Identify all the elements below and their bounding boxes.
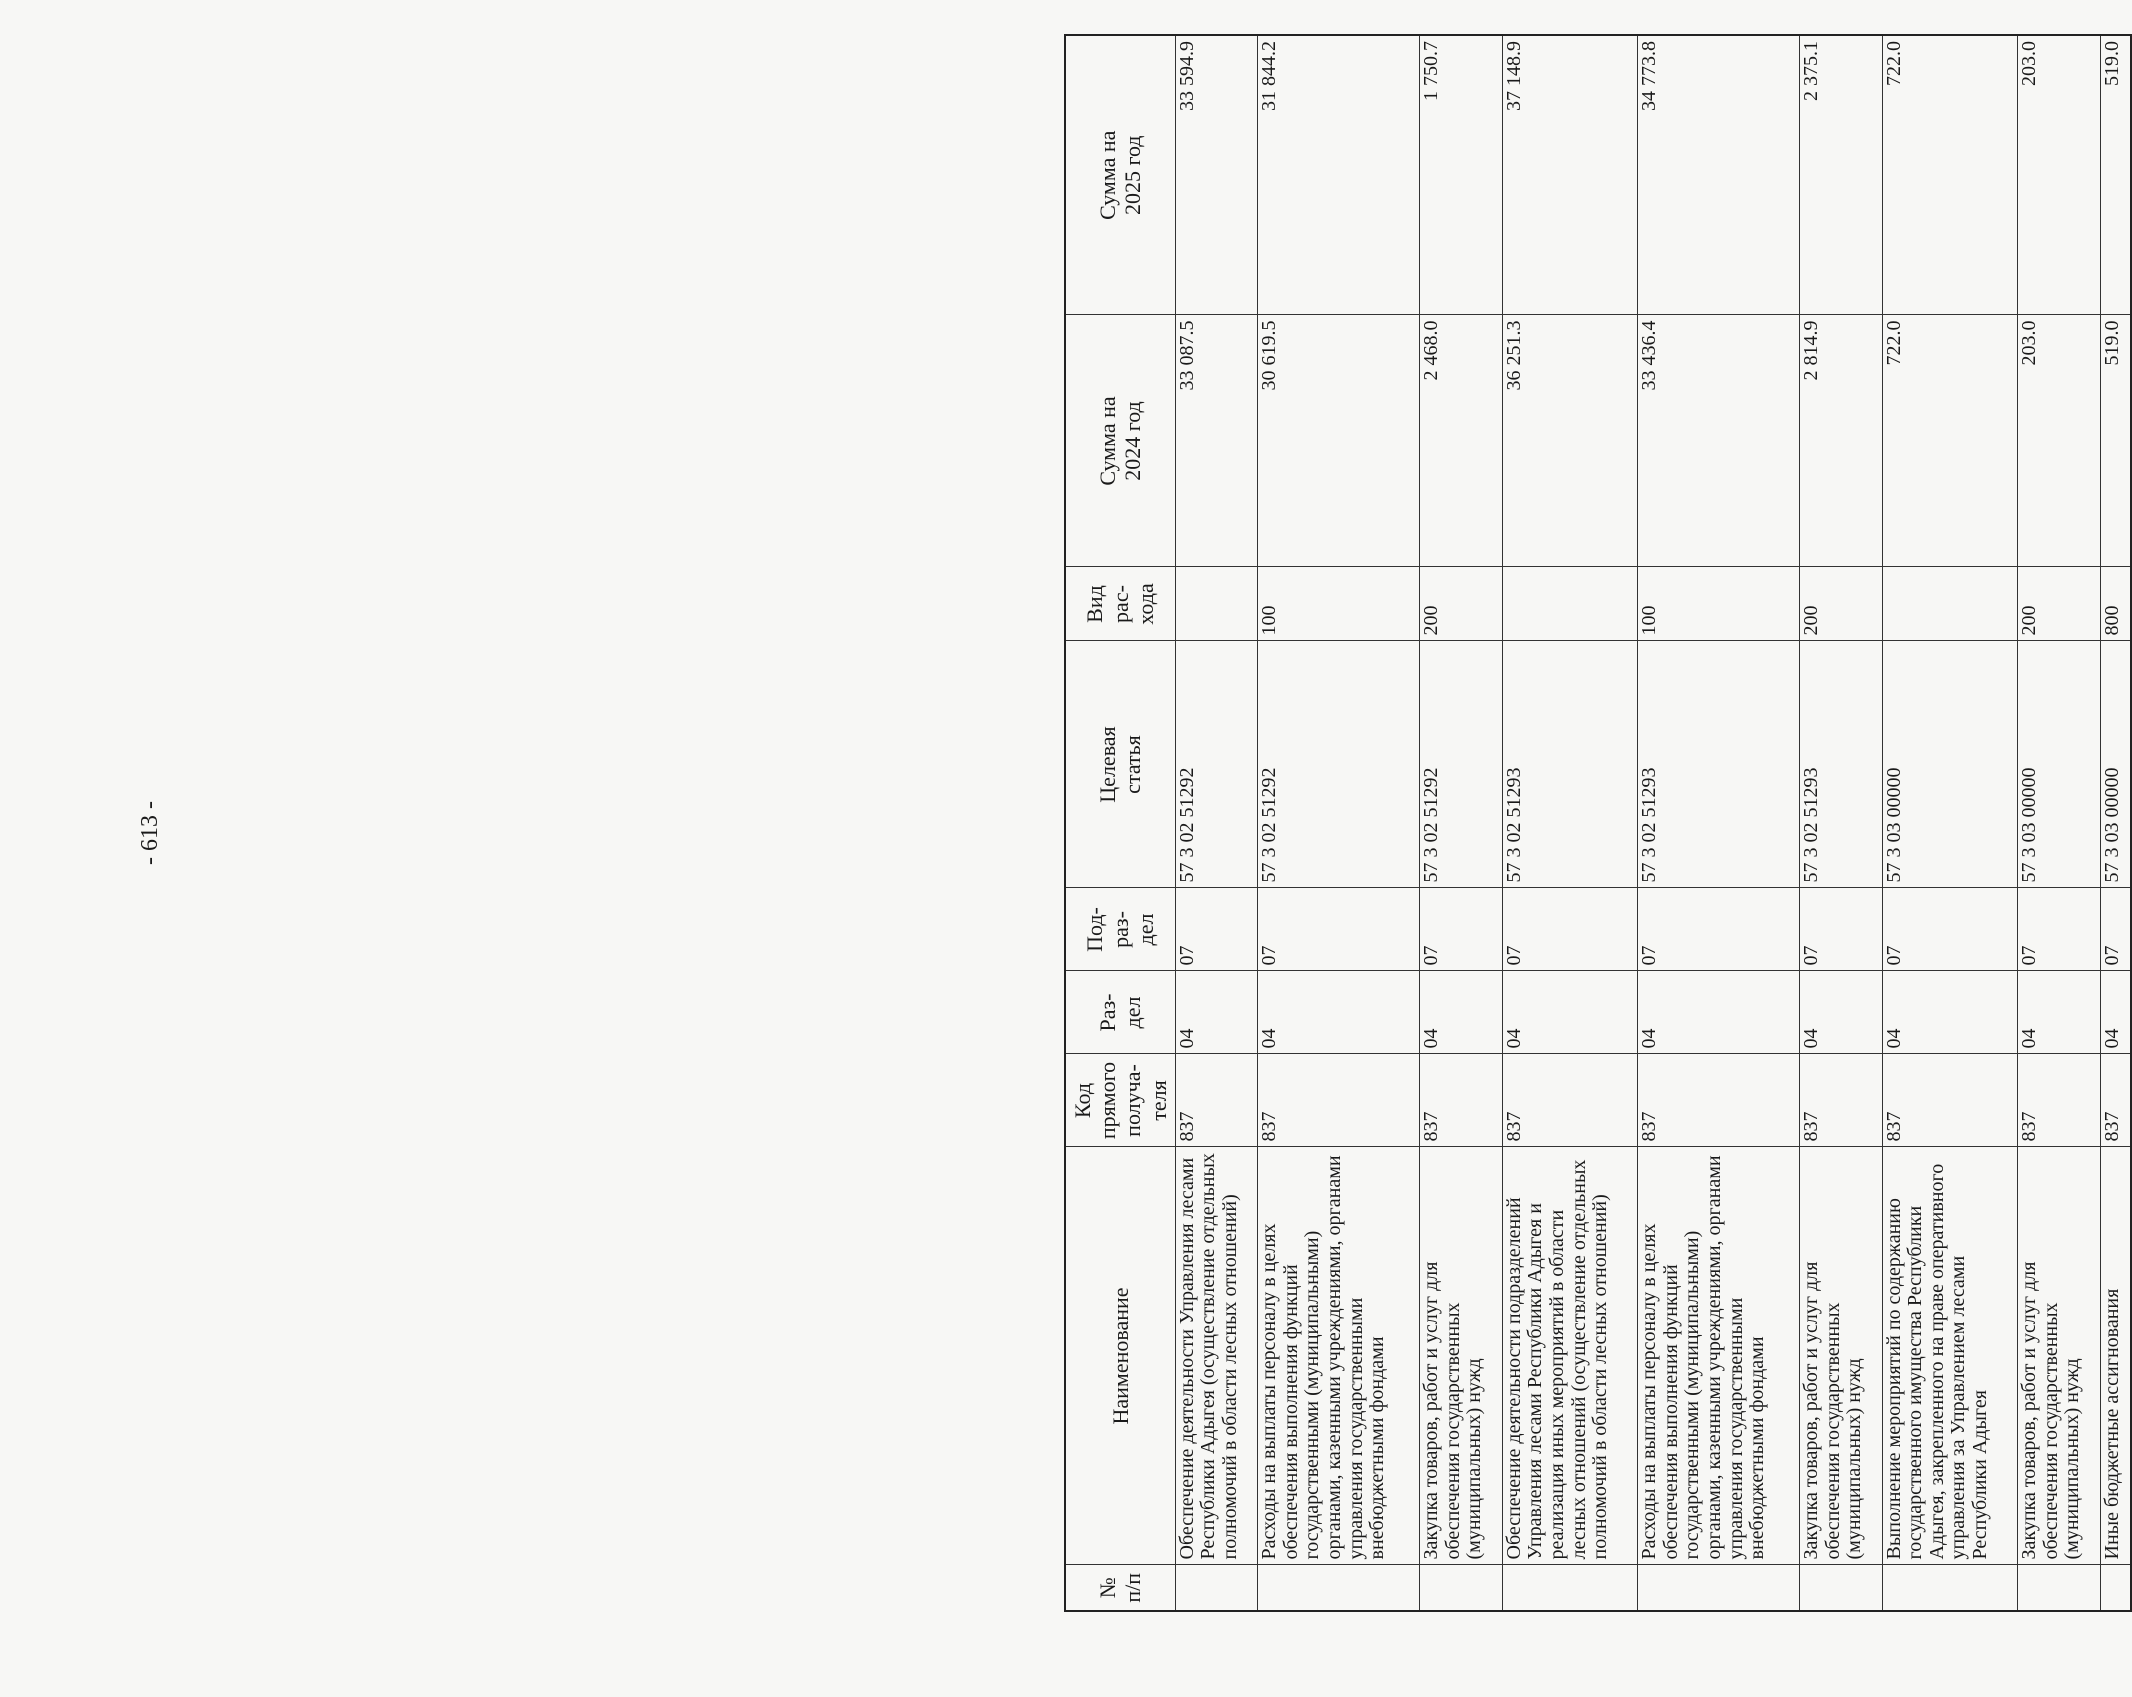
cell-sum2025: 2 375.1: [1799, 35, 1882, 315]
table-row: [1502, 35, 1637, 1611]
column-header-target: [1065, 641, 1175, 888]
column-header-line: №: [1094, 1577, 1120, 1599]
column-header-no: [1065, 1565, 1175, 1611]
cell-sum2025: 34 773.8: [1638, 35, 1800, 315]
column-header-name: [1065, 1147, 1175, 1565]
column-header-line: прямого: [1094, 1061, 1120, 1140]
cell-section: 04: [1420, 971, 1503, 1054]
table-body: [1175, 35, 2131, 1611]
cell-sum2024: 30 619.5: [1258, 315, 1420, 567]
cell-recipient: 837: [1638, 1054, 1800, 1147]
cell-no: [1258, 1565, 1420, 1611]
cell-no: [1638, 1565, 1800, 1611]
cell-section: 04: [2100, 971, 2131, 1054]
cell-sum2025: 31 844.2: [1258, 35, 1420, 315]
cell-sum2025: 722.0: [1882, 35, 2017, 315]
cell-section: 04: [2018, 971, 2101, 1054]
cell-expense: 100: [1638, 567, 1800, 641]
cell-recipient: 837: [1258, 1054, 1420, 1147]
table-row: [2018, 35, 2101, 1611]
cell-subsection: 07: [1882, 888, 2017, 971]
cell-name: Закупка товаров, работ и услуг для обеспечения государственных (муниципальных) нужд: [1799, 1147, 1882, 1565]
page-number: - 613 -: [137, 801, 163, 865]
table-row: [1799, 35, 1882, 1611]
column-header-line: получа-: [1120, 1064, 1146, 1137]
cell-subsection: 07: [1175, 888, 1258, 971]
cell-name: Выполнение мероприятий по содержанию государственного имущества Республики Адыгея, закрепленного на праве оперативного управления за Управлением лесами Республики Адыгея: [1882, 1147, 2017, 1565]
column-header-line: Вид: [1082, 585, 1108, 623]
cell-expense: 800: [2100, 567, 2131, 641]
table-row: [1175, 35, 1258, 1611]
column-header-sum2025: [1065, 35, 1175, 315]
column-header-line: п/п: [1120, 1572, 1146, 1603]
cell-no: [1420, 1565, 1503, 1611]
cell-section: 04: [1799, 971, 1882, 1054]
cell-expense: [1502, 567, 1637, 641]
cell-recipient: 837: [1420, 1054, 1503, 1147]
cell-section: 04: [1175, 971, 1258, 1054]
cell-sum2024: 203.0: [2018, 315, 2101, 567]
cell-target: 57 3 03 00000: [2100, 641, 2131, 888]
column-header-line: дел: [1120, 996, 1146, 1029]
budget-table-sheet: [1064, 36, 2132, 1612]
column-header-line: рас-: [1107, 585, 1133, 623]
table-row: [1258, 35, 1420, 1611]
column-header-line: Сумма на: [1094, 396, 1120, 486]
column-header-line: Под-: [1082, 907, 1108, 952]
column-header-line: дел: [1132, 913, 1158, 946]
column-header-recipient: [1065, 1054, 1175, 1147]
cell-name: Расходы на выплаты персоналу в целях обеспечения выполнения функций государственными (муниципальными) органами, казенными учреждениями, органами управления государственными внебюджетными фондами: [1638, 1147, 1800, 1565]
column-header-section: [1065, 971, 1175, 1054]
cell-subsection: 07: [1799, 888, 1882, 971]
cell-expense: [1175, 567, 1258, 641]
cell-recipient: 837: [2100, 1054, 2131, 1147]
cell-sum2024: 33 087.5: [1175, 315, 1258, 567]
cell-name: Закупка товаров, работ и услуг для обеспечения государственных (муниципальных) нужд: [1420, 1147, 1503, 1565]
cell-sum2024: 2 468.0: [1420, 315, 1503, 567]
cell-section: 04: [1258, 971, 1420, 1054]
cell-name: Обеспечение деятельности подразделений Управления лесами Республики Адыгея и реализация иных мероприятий в области лесных отношений (осуществление отдельных полномочий в области лесных отношений): [1502, 1147, 1637, 1565]
column-header-sum2024: [1065, 315, 1175, 567]
column-header-line: 2025 год: [1120, 135, 1146, 216]
cell-target: 57 3 02 51293: [1638, 641, 1800, 888]
cell-target: 57 3 03 00000: [2018, 641, 2101, 888]
cell-subsection: 07: [2018, 888, 2101, 971]
column-header-line: Наименование: [1107, 1287, 1133, 1425]
cell-sum2025: 203.0: [2018, 35, 2101, 315]
cell-target: 57 3 02 51293: [1799, 641, 1882, 888]
cell-subsection: 07: [1258, 888, 1420, 971]
cell-section: 04: [1638, 971, 1800, 1054]
cell-sum2025: 519.0: [2100, 35, 2131, 315]
budget-table: [1064, 34, 2132, 1612]
cell-no: [1502, 1565, 1637, 1611]
column-header-line: Сумма на: [1094, 130, 1120, 220]
column-header-line: Код: [1069, 1082, 1095, 1119]
column-header-line: статья: [1120, 735, 1146, 794]
cell-target: 57 3 02 51293: [1502, 641, 1637, 888]
cell-sum2024: 2 814.9: [1799, 315, 1882, 567]
cell-subsection: 07: [1420, 888, 1503, 971]
cell-subsection: 07: [1502, 888, 1637, 971]
column-header-line: Целевая: [1094, 726, 1120, 803]
column-header-line: Раз-: [1094, 993, 1120, 1032]
column-header-line: хода: [1132, 583, 1158, 625]
cell-recipient: 837: [1882, 1054, 2017, 1147]
cell-sum2025: 33 594.9: [1175, 35, 1258, 315]
cell-no: [2100, 1565, 2131, 1611]
cell-target: 57 3 02 51292: [1175, 641, 1258, 888]
cell-recipient: 837: [1799, 1054, 1882, 1147]
cell-sum2025: 1 750.7: [1420, 35, 1503, 315]
cell-expense: 200: [1420, 567, 1503, 641]
column-header-line: теля: [1145, 1080, 1171, 1121]
cell-sum2024: 36 251.3: [1502, 315, 1637, 567]
cell-sum2024: 33 436.4: [1638, 315, 1800, 567]
cell-sum2024: 519.0: [2100, 315, 2131, 567]
cell-subsection: 07: [2100, 888, 2131, 971]
cell-expense: 200: [2018, 567, 2101, 641]
cell-recipient: 837: [2018, 1054, 2101, 1147]
table-header-row: [1065, 35, 1175, 1611]
cell-target: 57 3 03 00000: [1882, 641, 2017, 888]
column-header-expense: [1065, 567, 1175, 641]
table-row: [1638, 35, 1800, 1611]
cell-subsection: 07: [1638, 888, 1800, 971]
cell-name: Обеспечение деятельности Управления лесами Республики Адыгея (осуществление отдельных полномочий в области лесных отношений): [1175, 1147, 1258, 1565]
cell-target: 57 3 02 51292: [1420, 641, 1503, 888]
cell-expense: 100: [1258, 567, 1420, 641]
cell-name: Расходы на выплаты персоналу в целях обеспечения выполнения функций государственными (муниципальными) органами, казенными учреждениями, органами управления государственными внебюджетными фондами: [1258, 1147, 1420, 1565]
cell-expense: [1882, 567, 2017, 641]
cell-no: [1799, 1565, 1882, 1611]
column-header-line: 2024 год: [1120, 401, 1146, 481]
cell-sum2024: 722.0: [1882, 315, 2017, 567]
column-header-subsection: [1065, 888, 1175, 971]
cell-recipient: 837: [1175, 1054, 1258, 1147]
cell-recipient: 837: [1502, 1054, 1637, 1147]
cell-name: Иные бюджетные ассигнования: [2100, 1147, 2131, 1565]
cell-section: 04: [1502, 971, 1637, 1054]
table-row: [1882, 35, 2017, 1611]
cell-name: Закупка товаров, работ и услуг для обеспечения государственных (муниципальных) нужд: [2018, 1147, 2101, 1565]
cell-no: [1882, 1565, 2017, 1611]
cell-target: 57 3 02 51292: [1258, 641, 1420, 888]
table-row: [1420, 35, 1503, 1611]
column-header-line: раз-: [1107, 911, 1133, 948]
cell-no: [1175, 1565, 1258, 1611]
table-row: [2100, 35, 2131, 1611]
cell-no: [2018, 1565, 2101, 1611]
cell-section: 04: [1882, 971, 2017, 1054]
cell-sum2025: 37 148.9: [1502, 35, 1637, 315]
cell-expense: 200: [1799, 567, 1882, 641]
